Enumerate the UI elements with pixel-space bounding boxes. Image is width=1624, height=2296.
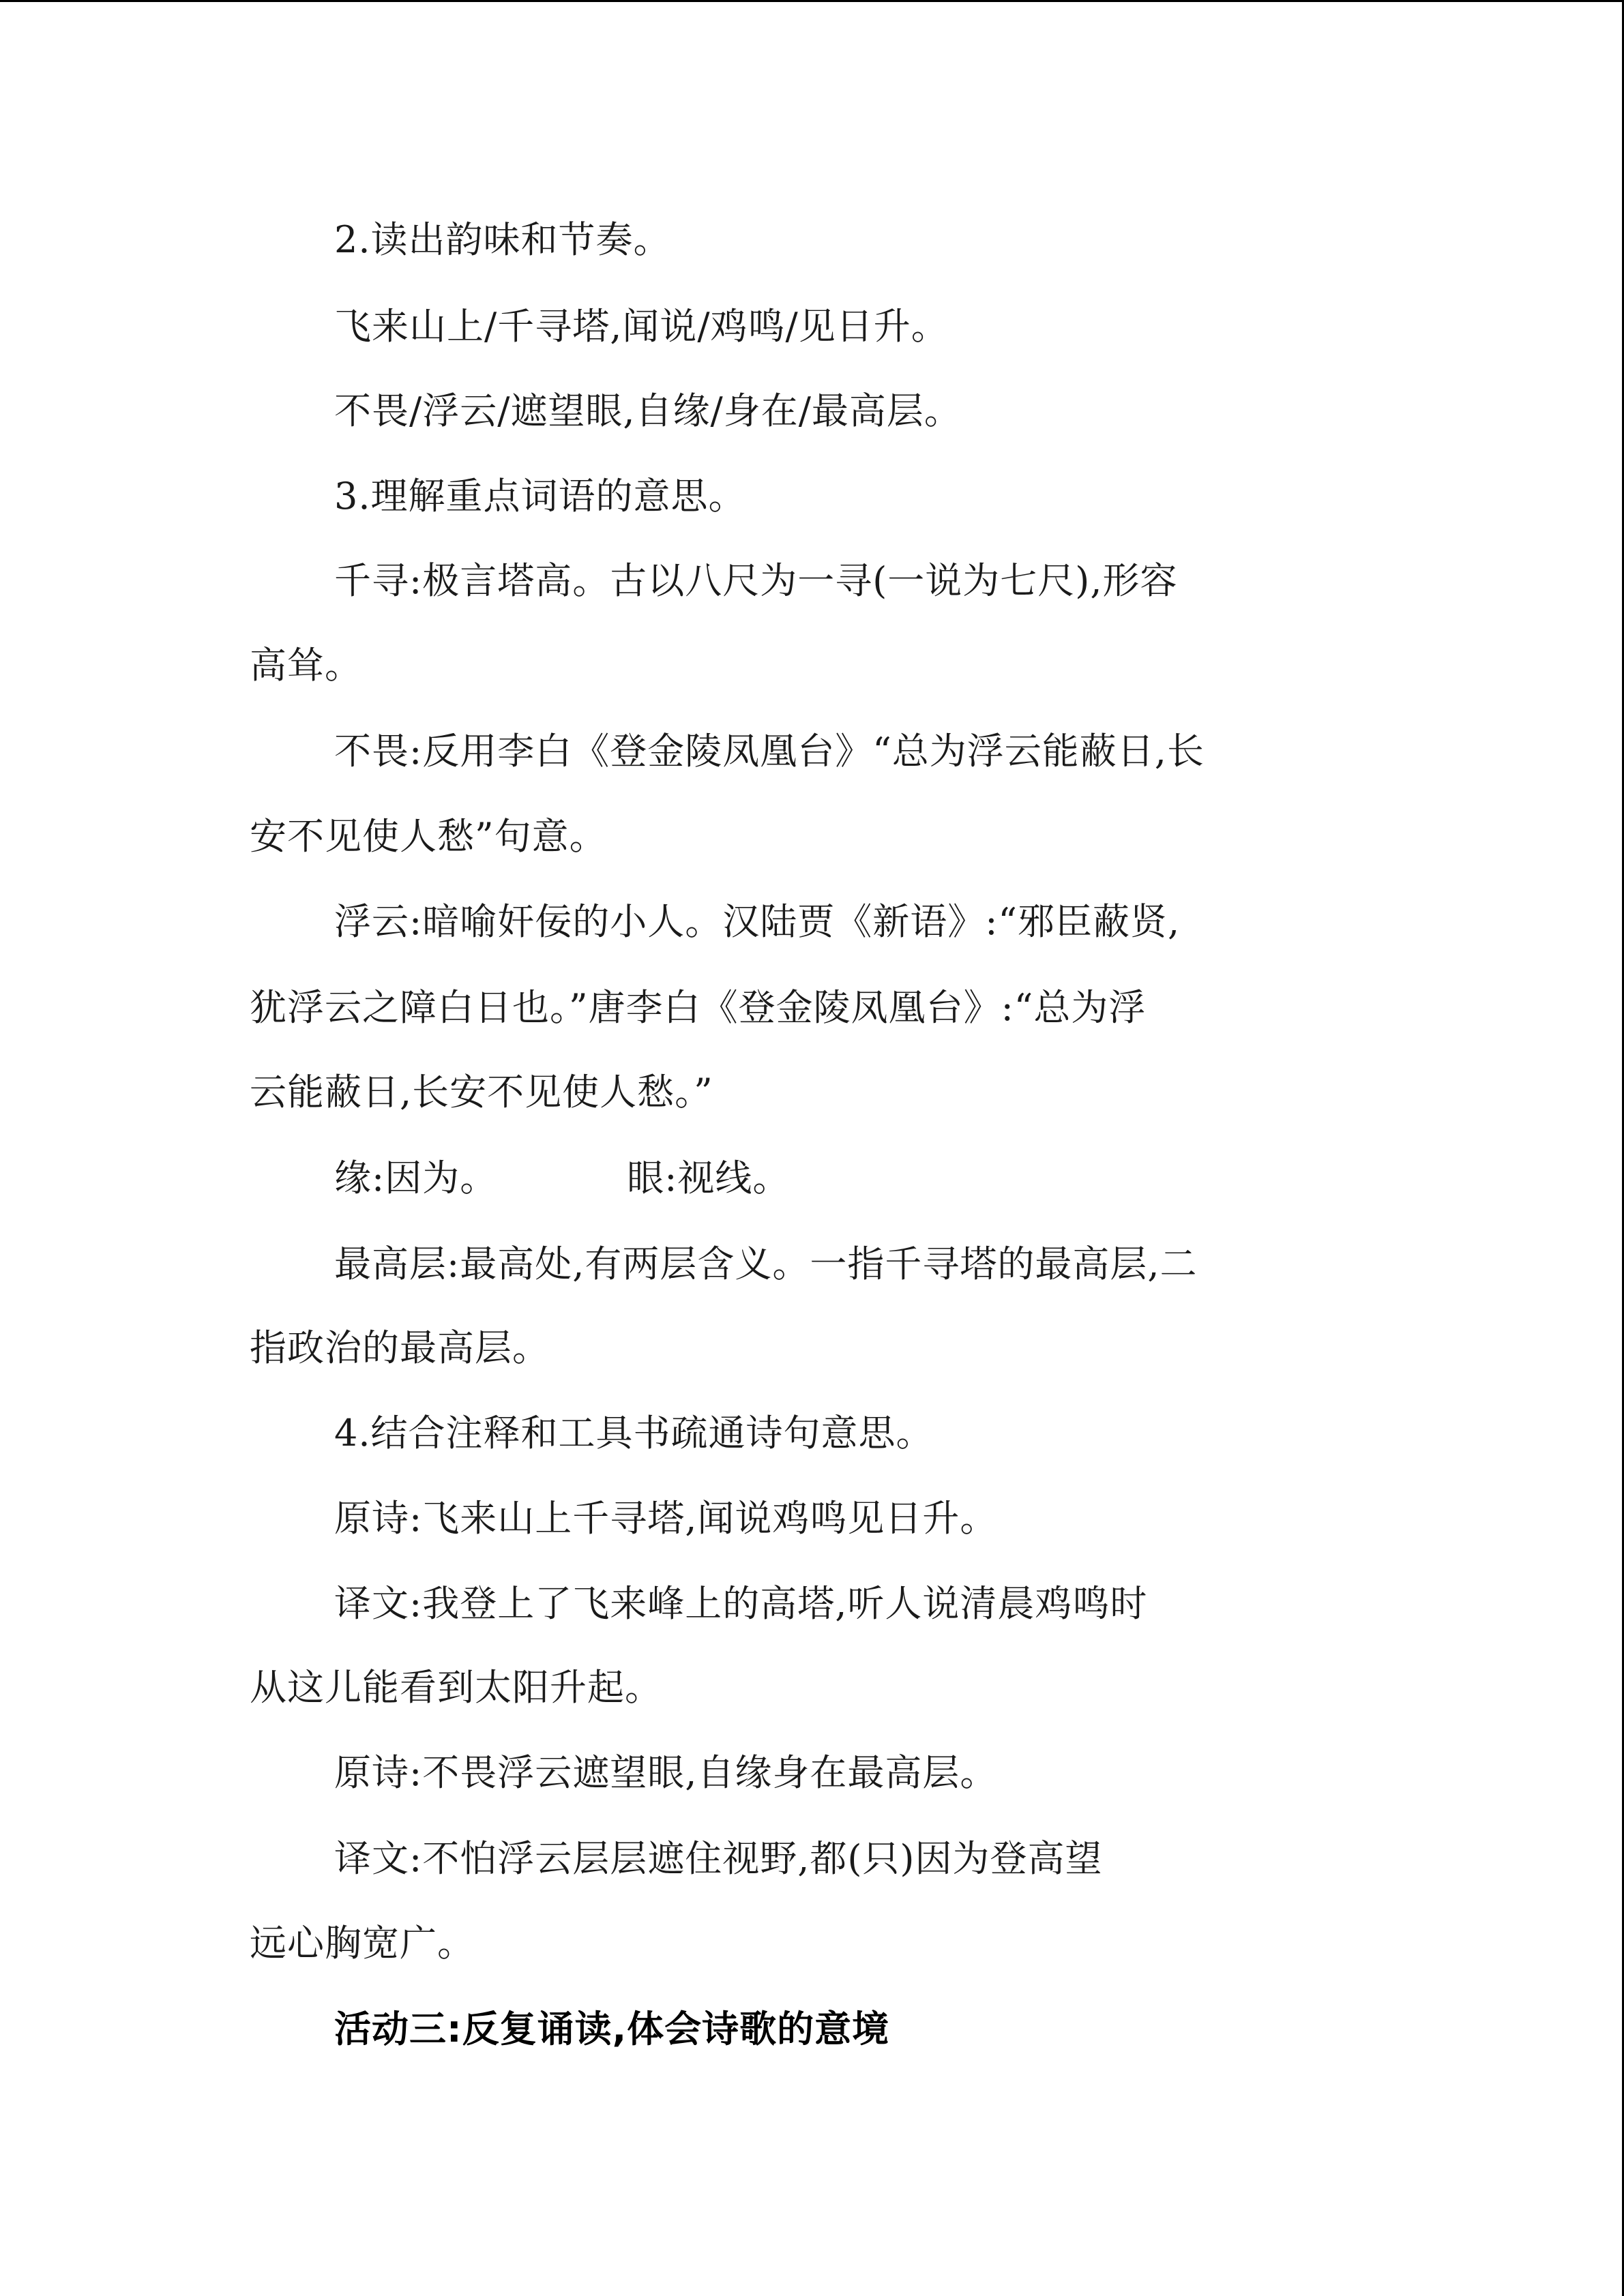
activity-3-heading: 活动三:反复诵读,体会诗歌的意境 (334, 2008, 890, 2051)
poem-line-1: 原诗:飞来山上千寻塔,闻说鸡鸣见日升。 (334, 1497, 998, 1540)
definition-qianxun-line-1: 千寻:极言塔高。古以八尺为一寻(一说为七尺),形容 (334, 559, 1178, 602)
definition-zuigaoceng-line-1: 最高层:最高处,有两层含义。一指千寻塔的最高层,二 (334, 1242, 1198, 1285)
definition-yan: 眼:视线。 (627, 1157, 791, 1199)
translation-2-line-1: 译文:不怕浮云层层遮住视野,都(只)因为登高望 (334, 1837, 1103, 1880)
definition-fuyun-line-2: 犹浮云之障白日也。”唐李白《登金陵凤凰台》:“总为浮 (250, 986, 1147, 1029)
translation-1-line-1: 译文:我登上了飞来峰上的高塔,听人说清晨鸡鸣时 (334, 1582, 1148, 1625)
section-heading-4: 4.结合注释和工具书疏通诗句意思。 (334, 1412, 934, 1455)
translation-1-line-2: 从这儿能看到太阳升起。 (250, 1666, 662, 1709)
definition-yuan: 缘:因为。 (334, 1157, 498, 1199)
definition-fuyun-line-1: 浮云:暗喻奸佞的小人。汉陆贾《新语》:“邪臣蔽贤, (334, 900, 1181, 943)
definition-pair-yuan-yan (334, 1157, 790, 1200)
section-heading-3: 3.理解重点词语的意思。 (334, 475, 746, 518)
definition-zuigaoceng-line-2: 指政治的最高层。 (250, 1326, 550, 1369)
definition-qianxun-line-2: 高耸。 (250, 644, 362, 687)
poem-line-2: 原诗:不畏浮云遮望眼,自缘身在最高层。 (334, 1751, 998, 1794)
translation-2-line-2: 远心胸宽广。 (250, 1922, 475, 1965)
definition-buwei-line-1: 不畏:反用李白《登金陵凤凰台》“总为浮云能蔽日,长 (334, 730, 1205, 773)
rhythm-line-1: 飞来山上/千寻塔,闻说/鸡鸣/见日升。 (334, 305, 949, 348)
section-heading-2: 2.读出韵味和节奏。 (334, 218, 671, 261)
rhythm-line-2: 不畏/浮云/遮望眼,自缘/身在/最高层。 (334, 389, 962, 432)
definition-fuyun-line-3: 云能蔽日,长安不见使人愁。” (250, 1071, 713, 1114)
definition-buwei-line-2: 安不见使人愁”句意。 (250, 815, 607, 858)
